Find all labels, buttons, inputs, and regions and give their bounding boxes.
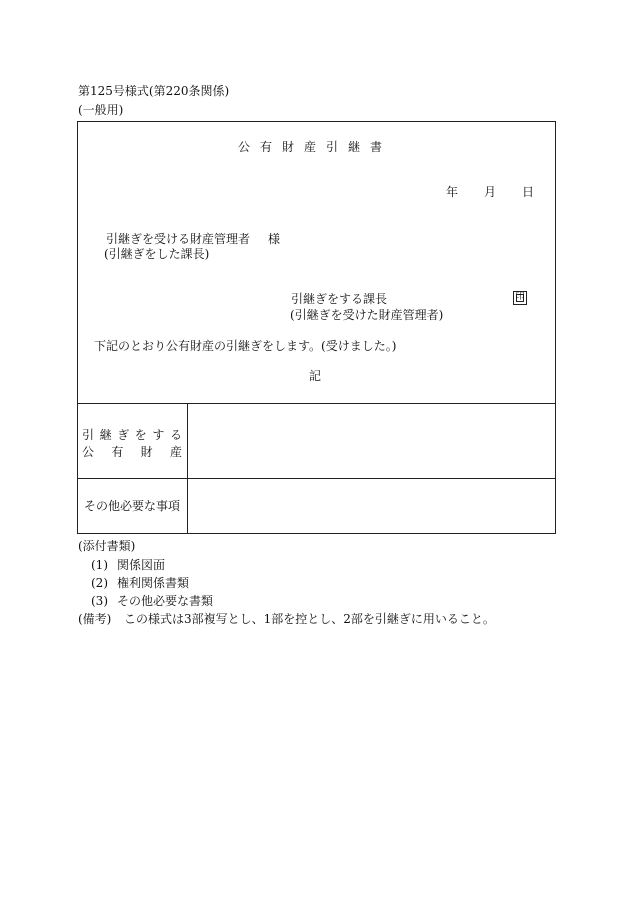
recipient-subtitle: (引継ぎをした課長) bbox=[104, 247, 210, 261]
label-char: す bbox=[152, 428, 165, 442]
attachment-item bbox=[91, 577, 189, 589]
label-other-matters: その他必要な事項 bbox=[83, 499, 180, 513]
label-handover-property bbox=[78, 427, 186, 461]
attachment-item bbox=[91, 559, 165, 571]
statement: 下記のとおり公有財産の引継ぎをします。(受けました。) bbox=[94, 339, 397, 353]
remarks-text: この様式は3部複写とし、1部を控とし、2部を引継ぎに用いること。 bbox=[124, 612, 495, 626]
label-char: を bbox=[134, 428, 147, 442]
label-char: 引 bbox=[82, 428, 95, 442]
attachments-title: (添付書類) bbox=[78, 539, 136, 553]
label-char: 公 bbox=[82, 445, 95, 459]
usage-label: (一般用) bbox=[78, 103, 124, 117]
date-line bbox=[446, 186, 534, 198]
form-frame bbox=[77, 121, 556, 534]
attachment-number: (1) bbox=[91, 558, 108, 572]
form-number: 第125号様式(第220条関係) bbox=[78, 84, 230, 98]
attachment-item bbox=[91, 595, 213, 607]
seal-text: 印 bbox=[515, 292, 525, 302]
label-char: 財 bbox=[140, 445, 153, 459]
ki-label: 記 bbox=[308, 369, 321, 383]
table-divider-middle bbox=[77, 478, 556, 479]
attachment-number: (2) bbox=[91, 576, 108, 590]
recipient-title-text: 引継ぎを受ける財産管理者 bbox=[106, 232, 251, 246]
label-char: ぎ bbox=[117, 428, 130, 442]
remarks-label: (備考) bbox=[78, 612, 112, 626]
remarks bbox=[78, 613, 495, 625]
attachment-text: 権利関係書類 bbox=[117, 576, 190, 590]
date-year: 年 bbox=[446, 185, 459, 199]
sender-title: 引継ぎをする課長 bbox=[291, 292, 388, 306]
table-divider-top bbox=[77, 403, 556, 404]
attachment-number: (3) bbox=[91, 594, 108, 608]
date-day: 日 bbox=[522, 185, 535, 199]
recipient-title bbox=[106, 233, 280, 245]
date-month: 月 bbox=[484, 185, 497, 199]
label-handover-line2 bbox=[78, 444, 186, 461]
document-title: 公有財産引継書 bbox=[237, 140, 392, 154]
label-char: 産 bbox=[169, 445, 182, 459]
seal-icon bbox=[513, 291, 527, 305]
sender-subtitle: (引継ぎを受けた財産管理者) bbox=[290, 308, 444, 322]
label-handover-line1 bbox=[78, 427, 186, 444]
attachment-text: 関係図面 bbox=[117, 558, 166, 572]
table-column-divider bbox=[187, 403, 188, 534]
label-char: 継 bbox=[99, 428, 112, 442]
attachment-text: その他必要な書類 bbox=[117, 594, 214, 608]
recipient-honorific: 様 bbox=[268, 232, 281, 246]
label-char: 有 bbox=[111, 445, 124, 459]
label-char: る bbox=[169, 428, 182, 442]
